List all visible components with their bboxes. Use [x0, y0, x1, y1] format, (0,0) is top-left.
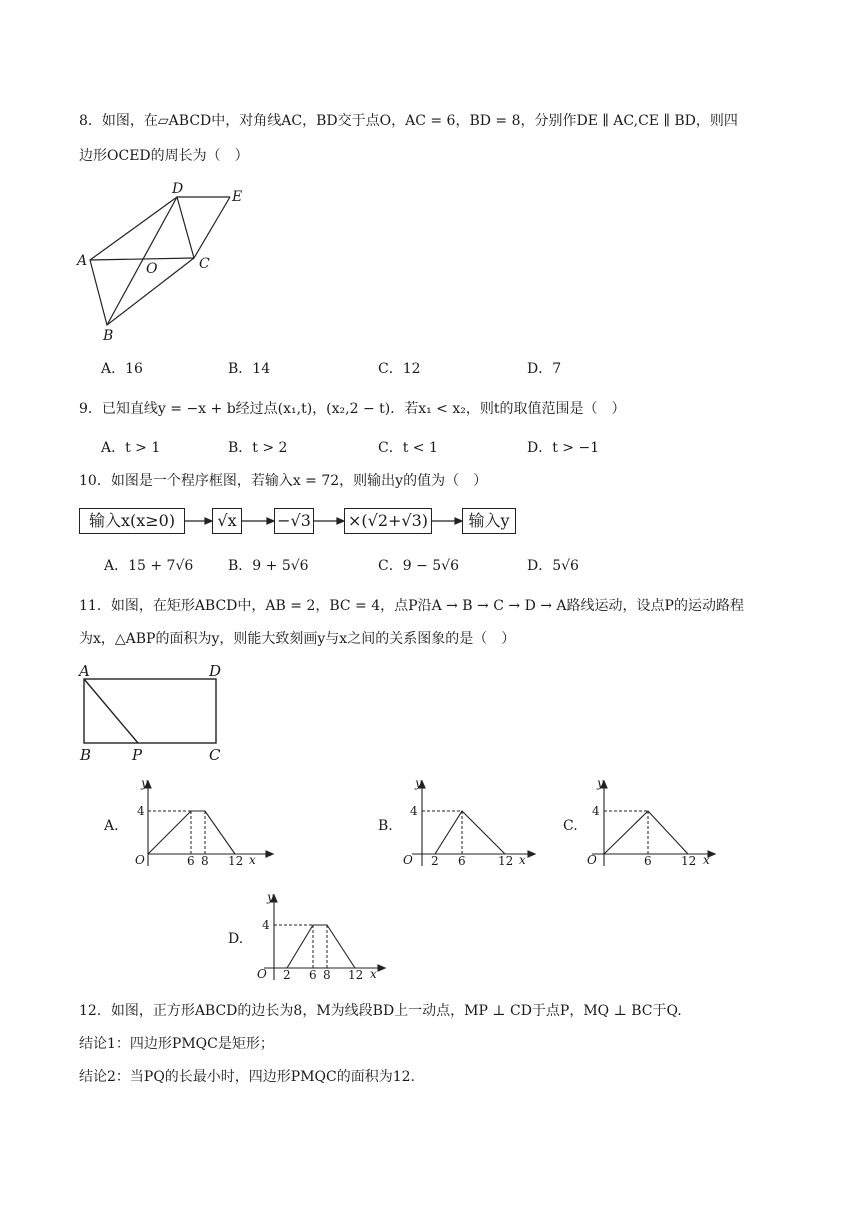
q11-rectangle-figure — [72, 660, 232, 765]
graph-option-c-label: C. — [563, 818, 578, 834]
svg-text:4: 4 — [592, 804, 600, 818]
flow-multiply-box: ×(√2+√3) — [344, 508, 432, 534]
q10-option-c: C．9 − 5√6 — [378, 558, 459, 574]
q9-option-b: B．t > 2 — [228, 440, 288, 456]
flow-sqrt-box: √x — [212, 508, 242, 534]
q8-option-d: D．7 — [527, 361, 562, 377]
svg-text:12: 12 — [498, 854, 514, 868]
flow-minus-sqrt3-box: −√3 — [274, 508, 314, 534]
flow-arrows — [180, 510, 470, 534]
graph-option-a — [128, 776, 278, 868]
svg-text:2: 2 — [283, 968, 291, 982]
svg-text:6: 6 — [644, 854, 652, 868]
svg-text:O: O — [257, 967, 267, 981]
svg-text:6: 6 — [458, 854, 466, 868]
svg-text:8: 8 — [201, 854, 209, 868]
svg-text:O: O — [135, 853, 145, 867]
q8-label-D: D — [172, 181, 184, 197]
graph-option-c — [582, 776, 732, 868]
rect-label-A: A — [79, 662, 90, 680]
q9-option-c: C．t < 1 — [378, 440, 438, 456]
graph-option-d — [252, 890, 402, 982]
svg-text:4: 4 — [410, 804, 418, 818]
svg-text:x: x — [370, 967, 377, 981]
q9-option-a: A．t > 1 — [101, 440, 161, 456]
rect-label-C: C — [209, 746, 221, 764]
flow-input-box: 输入x(x≥0) — [79, 508, 185, 534]
svg-text:x: x — [519, 853, 526, 867]
graph-option-d-label: D. — [228, 931, 244, 947]
svg-text:12: 12 — [228, 854, 244, 868]
q8-option-a: A．16 — [101, 361, 143, 377]
svg-text:8: 8 — [323, 968, 331, 982]
graph-option-b — [400, 776, 550, 868]
svg-text:12: 12 — [681, 854, 697, 868]
q8-stem-line2: 边形OCED的周长为（ ） — [79, 148, 249, 164]
svg-text:2: 2 — [431, 854, 439, 868]
svg-text:6: 6 — [309, 968, 317, 982]
q10-option-d: D．5√6 — [527, 558, 579, 574]
q12-stem-line1: 12．如图，正方形ABCD的边长为8，M为线段BD上一动点，MP ⊥ CD于点P，MQ ⊥ BC于Q. — [79, 1003, 682, 1019]
svg-text:y: y — [141, 776, 148, 790]
q11-stem-line2: 为x，△ABP的面积为y，则能大致刻画y与x之间的关系图象的是（ ） — [79, 631, 516, 647]
svg-text:x: x — [249, 853, 256, 867]
flow-output-box: 输入y — [462, 508, 516, 534]
q12-conclusion-2: 结论2：当PQ的长最小时，四边形PMQC的面积为12. — [79, 1069, 416, 1085]
svg-text:O: O — [403, 853, 413, 867]
svg-text:y: y — [267, 890, 274, 904]
svg-text:12: 12 — [348, 968, 364, 982]
q9-option-d: D．t > −1 — [527, 440, 600, 456]
rect-label-B: B — [80, 746, 92, 764]
q12-conclusion-1: 结论1：四边形PMQC是矩形； — [79, 1036, 274, 1052]
graph-option-a-label: A. — [104, 818, 119, 834]
rect-label-P: P — [132, 746, 143, 764]
rect-label-D: D — [209, 662, 222, 680]
q8-label-C: C — [199, 256, 210, 272]
q10-option-a: A．15 + 7√6 — [104, 558, 194, 574]
q8-label-B: B — [103, 328, 114, 344]
q8-label-O: O — [146, 261, 158, 277]
svg-text:y: y — [597, 776, 604, 790]
q8-option-b: B．14 — [228, 361, 271, 377]
q8-label-E: E — [232, 189, 243, 205]
q8-parallelogram-figure — [70, 170, 270, 350]
svg-text:x: x — [703, 853, 710, 867]
q11-stem-line1: 11．如图，在矩形ABCD中，AB = 2，BC = 4，点P沿A → B → C → D → A路线运动，设点P的运动路程 — [79, 598, 744, 614]
svg-text:4: 4 — [262, 918, 270, 932]
svg-text:6: 6 — [187, 854, 195, 868]
q8-stem-line1: 8．如图，在▱ABCD中，对角线AC，BD交于点O，AC = 6，BD = 8，分别作DE ∥ AC,CE ∥ BD，则四 — [79, 113, 738, 129]
q8-label-A: A — [77, 253, 88, 269]
svg-text:4: 4 — [137, 804, 145, 818]
svg-text:y: y — [415, 776, 422, 790]
q10-option-b: B．9 + 5√6 — [228, 558, 309, 574]
q9-stem: 9．已知直线y = −x + b经过点(x₁,t)，(x₂,2 − t)．若x₁ < x₂，则t的取值范围是（ ） — [79, 401, 626, 417]
graph-option-b-label: B. — [378, 818, 393, 834]
q10-stem: 10．如图是一个程序框图，若输入x = 72，则输出y的值为（ ） — [79, 473, 488, 489]
svg-text:O: O — [587, 853, 597, 867]
q8-option-c: C．12 — [378, 361, 421, 377]
